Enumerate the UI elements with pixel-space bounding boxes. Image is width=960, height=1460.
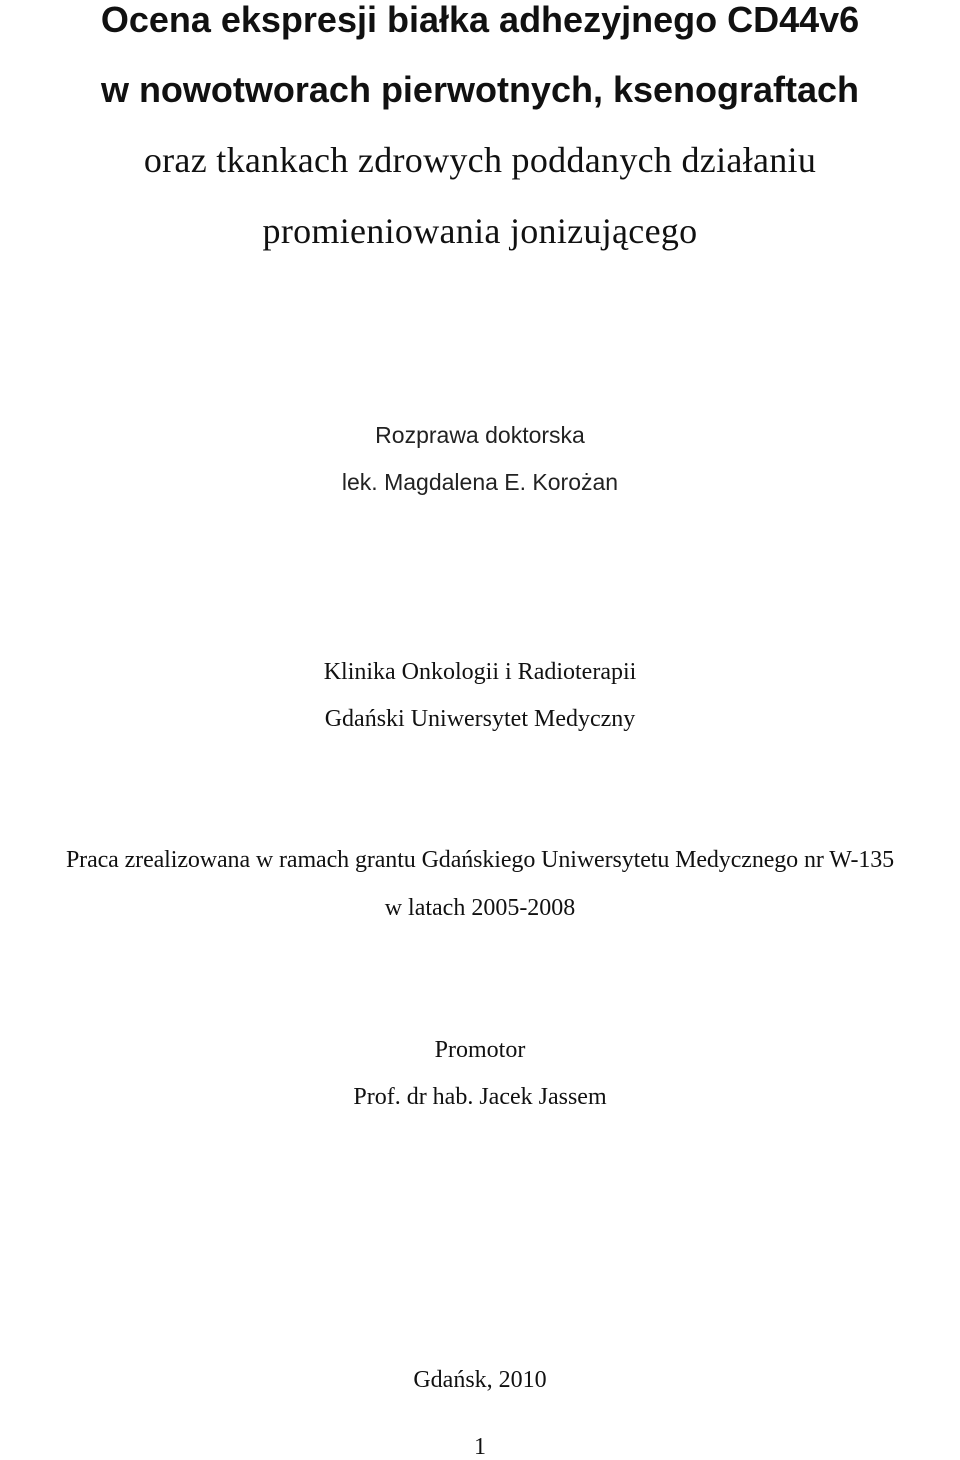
title-line-3: oraz tkankach zdrowych poddanych działaniu [143, 140, 817, 180]
thesis-type: Rozprawa doktorska [375, 422, 585, 448]
author-name: lek. Magdalena E. Korożan [341, 469, 619, 495]
supervisor-name: Prof. dr hab. Jacek Jassem [353, 1084, 607, 1110]
grant-statement: Praca zrealizowana w ramach grantu Gdańskiego Uniwersytetu Medycznego nr W-135 [65, 847, 895, 873]
title-line-1: Ocena ekspresji białka adhezyjnego CD44v6 [100, 0, 860, 40]
university-name: Gdański Uniwersytet Medyczny [324, 706, 636, 732]
grant-years: w latach 2005-2008 [384, 895, 576, 921]
page-number: 1 [474, 1434, 486, 1460]
title-line-2: w nowotworach pierwotnych, ksenograftach [100, 69, 860, 110]
supervisor-label: Promotor [434, 1037, 526, 1063]
title-line-4: promieniowania jonizującego [262, 211, 698, 251]
place-date: Gdańsk, 2010 [413, 1367, 547, 1393]
clinic-name: Klinika Onkologii i Radioterapii [323, 659, 637, 685]
